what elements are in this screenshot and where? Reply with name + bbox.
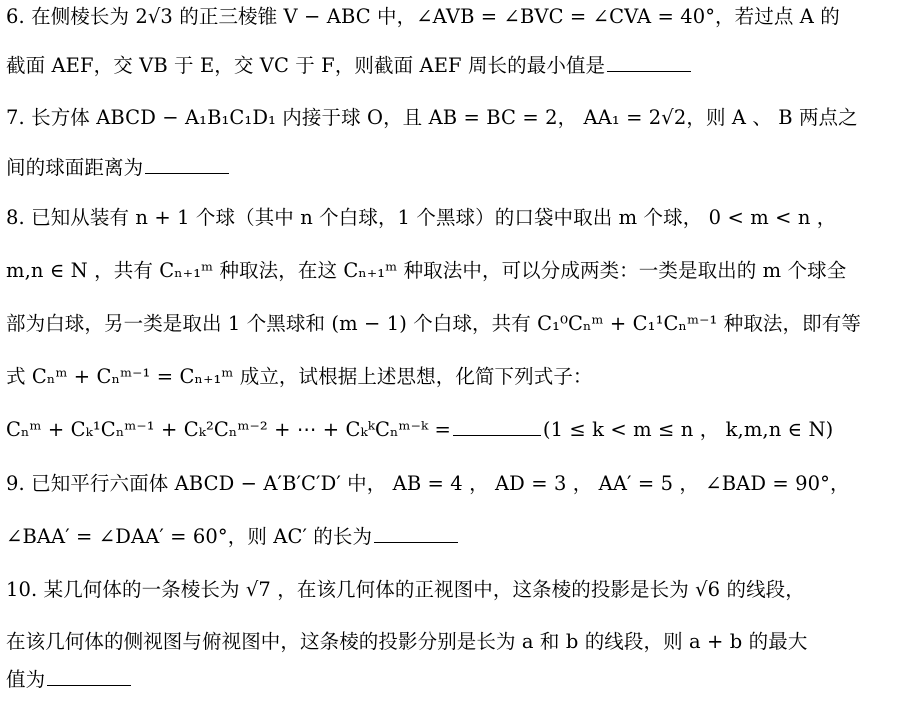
- problem-10-text-2: 在该几何体的侧视图与俯视图中，这条棱的投影分别是长为 a 和 b 的线段，则 a + b 的最大: [6, 630, 808, 653]
- problem-6-text-2: 截面 AEF，交 VB 于 E，交 VC 于 F，则截面 AEF 周长的最小值是: [6, 54, 606, 77]
- problem-8-text-2: m,n ∈ N ，共有 Cₙ₊₁ᵐ 种取法，在这 Cₙ₊₁ᵐ 种取法中，可以分成两类：一类是取出的 m 个球全: [6, 259, 847, 282]
- answer-blank-7[interactable]: [145, 153, 229, 174]
- problem-10-line-2: [6, 627, 807, 657]
- problem-8-condition: (1 ≤ k < m ≤ n ， k,m,n ∈ N): [542, 418, 834, 441]
- problem-8-line-5: [6, 415, 833, 445]
- answer-blank-9[interactable]: [374, 522, 458, 543]
- answer-blank-8[interactable]: [453, 415, 541, 436]
- problem-7-line-1: [6, 103, 858, 133]
- problem-8-formula: Cₙᵐ + Cₖ¹Cₙᵐ⁻¹ + Cₖ²Cₙᵐ⁻² + ⋯ + CₖᵏCₙᵐ⁻ᵏ =: [6, 418, 451, 441]
- problem-9-line-1: [6, 469, 850, 499]
- problem-8-line-3: [6, 309, 861, 339]
- problem-9-line-2: [6, 522, 460, 552]
- problem-6-line-1: [6, 2, 840, 32]
- problem-10-text-1: 10. 某几何体的一条棱长为 √7 ，在该几何体的正视图中，这条棱的投影是长为 √6 的线段，: [6, 578, 805, 601]
- problem-10-line-3: [6, 665, 133, 695]
- problem-8-text-3: 部为白球，另一类是取出 1 个黑球和 (m − 1) 个白球，共有 C₁⁰Cₙᵐ + C₁¹Cₙᵐ⁻¹ 种取法，即有等: [6, 312, 861, 335]
- problem-7-text-1: 7. 长方体 ABCD − A₁B₁C₁D₁ 内接于球 O，且 AB = BC = 2， AA₁ = 2√2，则 A 、 B 两点之: [6, 106, 858, 129]
- problem-7-text-2: 间的球面距离为: [6, 156, 144, 179]
- answer-blank-10[interactable]: [47, 665, 131, 686]
- problem-9-text-2: ∠BAA′ = ∠DAA′ = 60°，则 AC′ 的长为: [6, 525, 373, 548]
- problem-9-text-1: 9. 已知平行六面体 ABCD − A′B′C′D′ 中， AB = 4 ， AD = 3 ， AA′ = 5 ， ∠BAD = 90°，: [6, 472, 850, 495]
- problem-10-line-1: [6, 575, 805, 605]
- problem-8-line-1: [6, 203, 836, 233]
- answer-blank-6[interactable]: [607, 51, 691, 72]
- problem-8-text-1: 8. 已知从装有 n + 1 个球（其中 n 个白球，1 个黑球）的口袋中取出 m 个球， 0 < m < n ，: [6, 206, 837, 229]
- problem-6-text-1: 6. 在侧棱长为 2√3 的正三棱锥 V − ABC 中，∠AVB = ∠BVC = ∠CVA = 40°，若过点 A 的: [6, 5, 840, 28]
- problem-7-line-2: [6, 153, 231, 183]
- problem-10-text-3: 值为: [6, 668, 46, 691]
- problem-8-text-4: 式 Cₙᵐ + Cₙᵐ⁻¹ = Cₙ₊₁ᵐ 成立，试根据上述思想，化简下列式子：: [6, 365, 593, 388]
- problem-6-line-2: [6, 51, 693, 81]
- problem-8-line-4: [6, 362, 593, 392]
- problem-8-line-2: [6, 256, 846, 286]
